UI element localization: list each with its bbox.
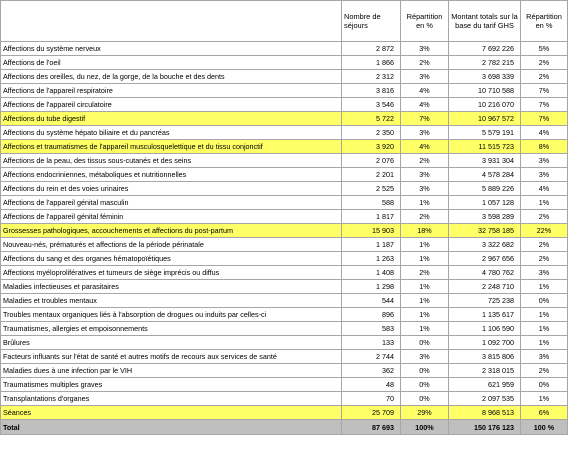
- row-stays: 362: [342, 364, 401, 378]
- row-amount: 1 106 590: [449, 322, 521, 336]
- table-row: [1, 238, 568, 252]
- row-label: Affections de l'appareil circulatoire: [1, 98, 342, 112]
- row-amount: 5 579 191: [449, 126, 521, 140]
- row-share-stays: 3%: [401, 168, 449, 182]
- row-share-stays: 4%: [401, 98, 449, 112]
- header-row: [1, 1, 568, 42]
- row-share-amount: 0%: [521, 294, 568, 308]
- row-amount: 32 758 185: [449, 224, 521, 238]
- row-stays: 2 350: [342, 126, 401, 140]
- table-row: [1, 42, 568, 56]
- row-share-stays: 0%: [401, 378, 449, 392]
- row-stays: 2 872: [342, 42, 401, 56]
- row-label: Affections de l'oeil: [1, 56, 342, 70]
- row-share-amount: 3%: [521, 154, 568, 168]
- row-share-amount: 1%: [521, 196, 568, 210]
- row-stays: 2 312: [342, 70, 401, 84]
- row-label: Maladies infectieuses et parasitaires: [1, 280, 342, 294]
- header-amount: Montant totals sur la base du tarif GHS: [449, 1, 521, 42]
- row-label: Grossesses pathologiques, accouchements et affections du post-partum: [1, 224, 342, 238]
- row-share-stays: 1%: [401, 322, 449, 336]
- row-share-amount: 2%: [521, 252, 568, 266]
- row-share-amount: 6%: [521, 406, 568, 420]
- row-amount: 7 692 226: [449, 42, 521, 56]
- row-share-amount: 7%: [521, 112, 568, 126]
- row-amount: 1 057 128: [449, 196, 521, 210]
- row-amount: 3 698 339: [449, 70, 521, 84]
- row-stays: 1 187: [342, 238, 401, 252]
- total-amount: 150 176 123: [449, 420, 521, 435]
- table-row: [1, 350, 568, 364]
- row-share-stays: 4%: [401, 84, 449, 98]
- row-share-stays: 7%: [401, 112, 449, 126]
- row-share-amount: 1%: [521, 392, 568, 406]
- row-share-stays: 1%: [401, 238, 449, 252]
- row-share-stays: 3%: [401, 42, 449, 56]
- total-row: [1, 420, 568, 435]
- row-amount: 621 959: [449, 378, 521, 392]
- row-stays: 896: [342, 308, 401, 322]
- row-label: Affections du rein et des voies urinaires: [1, 182, 342, 196]
- row-share-amount: 1%: [521, 336, 568, 350]
- row-share-stays: 1%: [401, 252, 449, 266]
- header-share-stays: Répartition en %: [401, 1, 449, 42]
- row-share-amount: 0%: [521, 378, 568, 392]
- row-label: Transplantations d'organes: [1, 392, 342, 406]
- row-share-stays: 0%: [401, 336, 449, 350]
- row-stays: 15 903: [342, 224, 401, 238]
- row-label: Traumatismes multiples graves: [1, 378, 342, 392]
- row-amount: 5 889 226: [449, 182, 521, 196]
- row-share-amount: 3%: [521, 168, 568, 182]
- row-stays: 2 744: [342, 350, 401, 364]
- table-row: [1, 224, 568, 238]
- row-stays: 25 709: [342, 406, 401, 420]
- row-label: Affections du tube digestif: [1, 112, 342, 126]
- row-label: Traumatismes, allergies et empoisonnements: [1, 322, 342, 336]
- total-share-amount: 100 %: [521, 420, 568, 435]
- table-row: [1, 322, 568, 336]
- row-label: Affections du sang et des organes hématopoïétiques: [1, 252, 342, 266]
- table-row: [1, 266, 568, 280]
- row-label: Affections de l'appareil respiratoire: [1, 84, 342, 98]
- table-row: [1, 56, 568, 70]
- row-amount: 3 815 806: [449, 350, 521, 364]
- row-label: Séances: [1, 406, 342, 420]
- row-share-amount: 2%: [521, 56, 568, 70]
- row-amount: 10 710 588: [449, 84, 521, 98]
- row-share-stays: 2%: [401, 266, 449, 280]
- row-stays: 1 263: [342, 252, 401, 266]
- row-share-stays: 1%: [401, 196, 449, 210]
- row-amount: 2 318 015: [449, 364, 521, 378]
- row-share-amount: 5%: [521, 42, 568, 56]
- table-row: [1, 126, 568, 140]
- row-stays: 3 546: [342, 98, 401, 112]
- row-label: Troubles mentaux organiques liés à l'absorption de drogues ou induits par celles-ci: [1, 308, 342, 322]
- row-label: Affections endocriniennes, métaboliques et nutritionnelles: [1, 168, 342, 182]
- header-share-amount: Répartition en %: [521, 1, 568, 42]
- row-stays: 5 722: [342, 112, 401, 126]
- row-stays: 2 201: [342, 168, 401, 182]
- row-amount: 3 598 289: [449, 210, 521, 224]
- row-share-stays: 1%: [401, 280, 449, 294]
- row-share-stays: 1%: [401, 294, 449, 308]
- row-label: Maladies dues à une infection par le VIH: [1, 364, 342, 378]
- row-share-amount: 7%: [521, 98, 568, 112]
- row-share-amount: 7%: [521, 84, 568, 98]
- row-share-stays: 3%: [401, 350, 449, 364]
- row-amount: 1 135 617: [449, 308, 521, 322]
- row-label: Affections de la peau, des tissus sous-cutanés et des seins: [1, 154, 342, 168]
- row-stays: 48: [342, 378, 401, 392]
- row-stays: 1 408: [342, 266, 401, 280]
- row-amount: 2 248 710: [449, 280, 521, 294]
- table-row: [1, 154, 568, 168]
- row-stays: 133: [342, 336, 401, 350]
- table-row: [1, 308, 568, 322]
- table-row: [1, 182, 568, 196]
- row-share-amount: 8%: [521, 140, 568, 154]
- row-share-amount: 1%: [521, 280, 568, 294]
- row-share-amount: 2%: [521, 364, 568, 378]
- row-share-stays: 29%: [401, 406, 449, 420]
- row-amount: 2 967 656: [449, 252, 521, 266]
- row-share-stays: 3%: [401, 126, 449, 140]
- row-share-stays: 4%: [401, 140, 449, 154]
- row-label: Affections et traumatismes de l'appareil musculosquelettique et du tissu conjonctif: [1, 140, 342, 154]
- table-row: [1, 70, 568, 84]
- row-amount: 10 967 572: [449, 112, 521, 126]
- row-share-stays: 2%: [401, 56, 449, 70]
- row-share-amount: 2%: [521, 210, 568, 224]
- row-stays: 2 525: [342, 182, 401, 196]
- header-category: [1, 1, 342, 42]
- row-share-amount: 3%: [521, 350, 568, 364]
- row-label: Affections de l'appareil génital masculin: [1, 196, 342, 210]
- row-share-amount: 1%: [521, 308, 568, 322]
- row-stays: 1 866: [342, 56, 401, 70]
- row-stays: 1 817: [342, 210, 401, 224]
- row-label: Affections du système hépato biliaire et du pancréas: [1, 126, 342, 140]
- row-amount: 10 216 070: [449, 98, 521, 112]
- table-row: [1, 168, 568, 182]
- row-share-amount: 2%: [521, 70, 568, 84]
- table-row: [1, 364, 568, 378]
- table-row: [1, 98, 568, 112]
- row-share-stays: 1%: [401, 308, 449, 322]
- row-stays: 2 076: [342, 154, 401, 168]
- row-label: Affections des oreilles, du nez, de la gorge, de la bouche et des dents: [1, 70, 342, 84]
- table-row: [1, 210, 568, 224]
- row-stays: 588: [342, 196, 401, 210]
- table-row: [1, 196, 568, 210]
- row-amount: 1 092 700: [449, 336, 521, 350]
- row-share-stays: 0%: [401, 392, 449, 406]
- table-row: [1, 280, 568, 294]
- row-stays: 583: [342, 322, 401, 336]
- row-label: Facteurs influants sur l'état de santé et autres motifs de recours aux services de santé: [1, 350, 342, 364]
- table-row: [1, 140, 568, 154]
- row-label: Affections myéloprolifératives et tumeurs de siège imprécis ou diffus: [1, 266, 342, 280]
- table-body: [1, 42, 568, 420]
- row-amount: 8 968 513: [449, 406, 521, 420]
- row-share-stays: 0%: [401, 364, 449, 378]
- row-label: Nouveau-nés, prématurés et affections de la période périnatale: [1, 238, 342, 252]
- table-row: [1, 84, 568, 98]
- row-share-amount: 22%: [521, 224, 568, 238]
- row-amount: 725 238: [449, 294, 521, 308]
- total-stays: 87 693: [342, 420, 401, 435]
- table-row: [1, 294, 568, 308]
- table-row: [1, 406, 568, 420]
- row-share-stays: 3%: [401, 70, 449, 84]
- row-share-amount: 3%: [521, 266, 568, 280]
- row-share-stays: 18%: [401, 224, 449, 238]
- row-share-amount: 2%: [521, 238, 568, 252]
- row-share-stays: 2%: [401, 154, 449, 168]
- row-share-amount: 1%: [521, 322, 568, 336]
- total-share-stays: 100%: [401, 420, 449, 435]
- row-amount: 2 782 215: [449, 56, 521, 70]
- row-label: Brûlures: [1, 336, 342, 350]
- table-row: [1, 252, 568, 266]
- row-amount: 2 097 535: [449, 392, 521, 406]
- row-amount: 11 515 723: [449, 140, 521, 154]
- row-share-stays: 2%: [401, 210, 449, 224]
- table-row: [1, 336, 568, 350]
- table-row: [1, 392, 568, 406]
- row-label: Maladies et troubles mentaux: [1, 294, 342, 308]
- row-share-amount: 4%: [521, 126, 568, 140]
- row-share-stays: 3%: [401, 182, 449, 196]
- row-stays: 3 920: [342, 140, 401, 154]
- row-share-amount: 4%: [521, 182, 568, 196]
- row-label: Affections de l'appareil génital féminin: [1, 210, 342, 224]
- row-stays: 70: [342, 392, 401, 406]
- row-stays: 3 816: [342, 84, 401, 98]
- row-stays: 544: [342, 294, 401, 308]
- row-amount: 3 931 304: [449, 154, 521, 168]
- table-row: [1, 112, 568, 126]
- header-stays: Nombre de séjours: [342, 1, 401, 42]
- row-label: Affections du système nerveux: [1, 42, 342, 56]
- table-row: [1, 378, 568, 392]
- total-label: Total: [1, 420, 342, 435]
- row-stays: 1 298: [342, 280, 401, 294]
- row-amount: 4 780 762: [449, 266, 521, 280]
- row-amount: 4 578 284: [449, 168, 521, 182]
- row-amount: 3 322 682: [449, 238, 521, 252]
